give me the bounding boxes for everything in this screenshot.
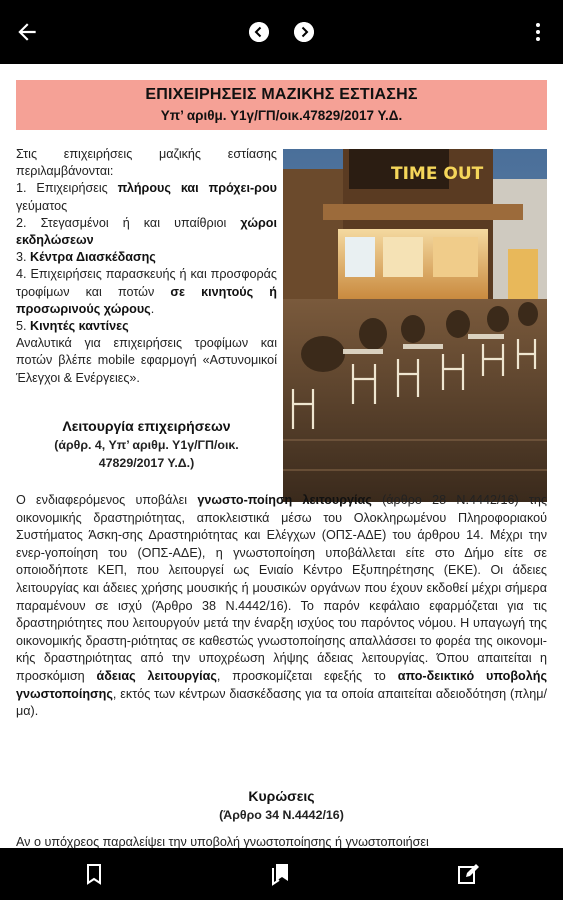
section-reference: (άρθρ. 4, Υπ’ αριθμ. Υ1γ/ΓΠ/οικ. bbox=[54, 438, 239, 452]
edit-note-icon[interactable] bbox=[456, 862, 480, 886]
list-item: 1. Επιχειρήσεις πλήρους και πρόχει-ρου γεύματος bbox=[16, 181, 277, 213]
more-vertical-icon[interactable] bbox=[526, 20, 550, 44]
section-title: Λειτουργία επιχειρήσεων bbox=[62, 418, 231, 434]
operation-body-text bbox=[16, 492, 547, 721]
chevron-right-circle-icon[interactable] bbox=[294, 22, 314, 42]
intro-note: Αναλυτικά για επιχειρήσεις τροφίμων και ποτών βλέπε mobile εφαρμογή «Αστυνομικοί Έλεγχοι & Ενέργειες». bbox=[16, 336, 277, 385]
restaurant-photo bbox=[283, 149, 547, 502]
section-title: Κυρώσεις bbox=[248, 788, 315, 804]
paragraph: Ο ενδιαφερόμενος υποβάλει γνωστο-ποίηση λειτουργίας (άρθρο 28 Ν.4442/16) της οικονομικής δραστηριότητας, αποκλειστικά μέσω του Ολοκληρωμένου Πληροφοριακού Συστήματος Άσκη-σης Δραστηριότητας και Ελέγχων (ΟΠΣ-ΑΔΕ) του άρθρου 14. Μέχρι την ενερ-γοποίηση του (ΟΠΣ-ΑΔΕ), η γνωστοποίηση υποβάλλεται είτε στο Δήμο είτε σε οποιοδήποτε ΚΕΠ, που λειτουργεί ως Ενιαίο Κέντρο Εξυπηρέτησης (ΕΚΕ). Οι άδειες λειτουργίας και άδειες χρήσης μουσικής ή μουσικών οργάνων που έχουν εκδοθεί μέχρι σήμερα παραμένουν σε ισχύ (Άρθρο 38 Ν.4442/16). Το παρόν κεφάλαιο εφαρμόζεται για τις δραστηριότητες που λειτουργούν μετά την έναρξη ισχύος του παρόντος νόμου. Η υπαγωγή της οικονομικής δραστη-ριότητας σε καθεστώς γνωστοποίησης απαλλάσσει το φορέα της οικονομι-κής δραστηριότητας από την υποχρέωση λήψης άδειας λειτουργίας. Όπου απαιτείται η προσκόμιση άδειας λειτουργίας, προσκομίζεται εφεξής το απο-δεικτικό υποβολής γνωστοποίησης, εκτός των κέντρων διασκέδασης για τα οποία απαιτείται αδειοδότηση (πλημ/μα). bbox=[16, 493, 547, 719]
bottom-toolbar bbox=[0, 848, 563, 900]
cut-off-text-line: Αν ο υπόχρεος παραλείψει την υποβολή γνωστοποίησης ή γνωστοποιήσει bbox=[16, 835, 429, 848]
document-page[interactable] bbox=[0, 64, 563, 848]
bookmarks-icon[interactable] bbox=[269, 862, 293, 886]
arrow-left-icon[interactable] bbox=[14, 19, 40, 45]
list-item: 4. Επιχειρήσεις παρασκευής ή και προσφοράς τροφίμων και ποτών σε κινητούς ή προσωρινούς χώρους. bbox=[16, 267, 278, 316]
page-subtitle: Υπ’ αριθμ. Υ1γ/ΓΠ/οικ.47829/2017 Υ.Δ. bbox=[160, 108, 403, 123]
list-item: 2. Στεγασμένοι ή και υπαίθριοι χώροι εκδηλώσεων bbox=[16, 215, 277, 248]
restaurant-photo-illustration bbox=[283, 149, 547, 502]
intro-lead: Στις επιχειρήσεις μαζικής εστίασης περιλαμβάνονται: bbox=[16, 147, 277, 179]
list-item: 3. Κέντρα Διασκέδασης bbox=[16, 250, 156, 265]
page-title: ΕΠΙΧΕΙΡΗΣΕΙΣ ΜΑΖΙΚΗΣ ΕΣΤΙΑΣΗΣ bbox=[145, 86, 418, 103]
section-penalties-heading bbox=[16, 786, 547, 824]
bookmark-icon[interactable] bbox=[82, 862, 106, 886]
list-item: 5. Κινητές καντίνες bbox=[16, 319, 129, 334]
page-header-box bbox=[16, 80, 547, 130]
shop-sign: TIME OUT bbox=[391, 164, 484, 184]
section-reference: (Άρθρο 34 Ν.4442/16) bbox=[219, 808, 344, 822]
section-reference: 47829/2017 Υ.Δ.) bbox=[98, 456, 195, 470]
section-operation-heading bbox=[16, 416, 277, 472]
intro-column bbox=[16, 146, 277, 387]
chevron-left-circle-icon[interactable] bbox=[249, 22, 269, 42]
top-app-bar bbox=[0, 0, 563, 64]
